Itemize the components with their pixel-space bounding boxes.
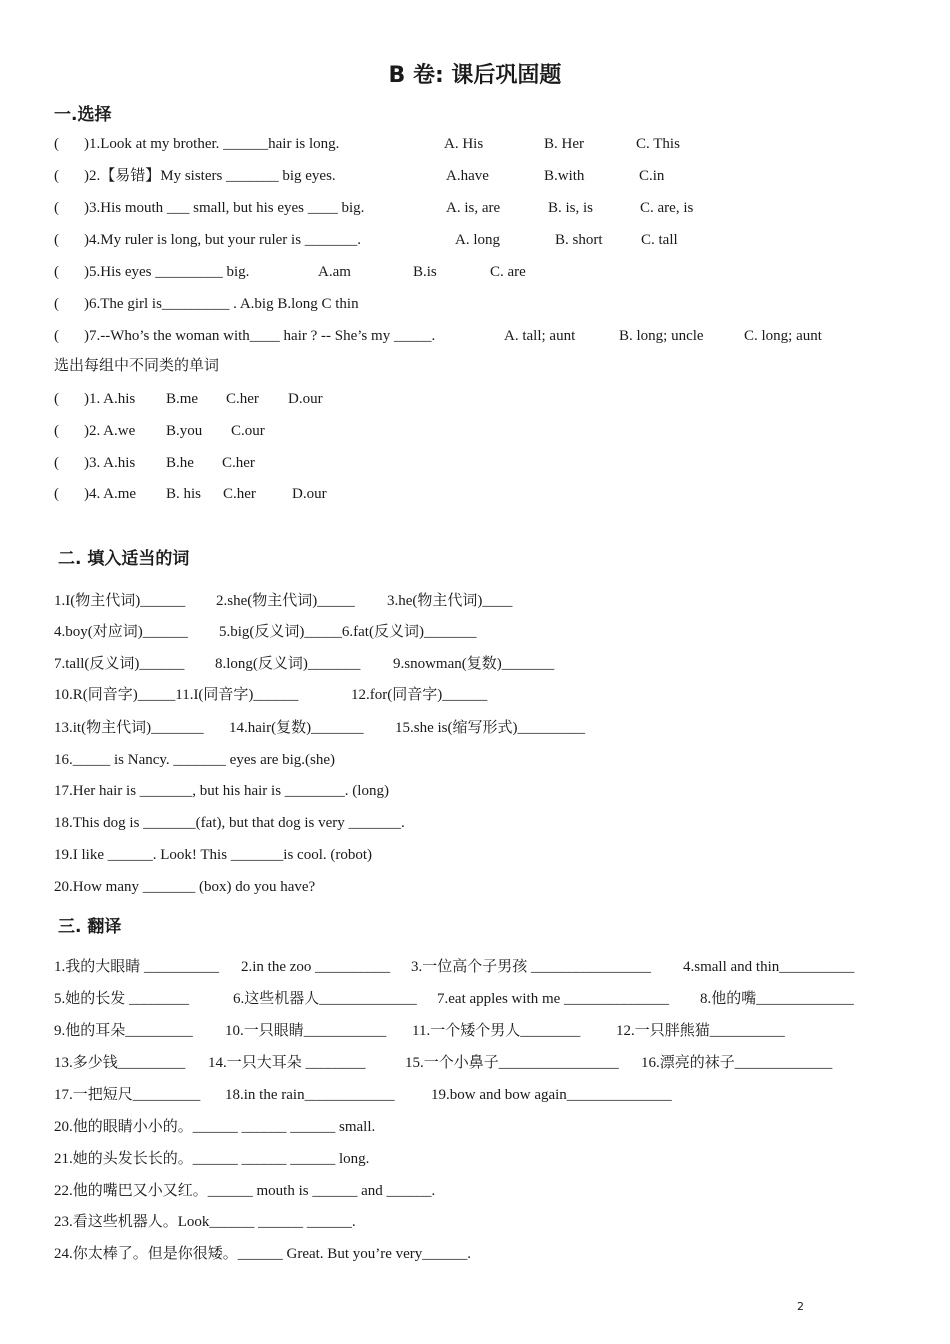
- question-text: )5.His eyes _________ big.: [84, 264, 250, 280]
- option-a: A.am: [318, 264, 351, 280]
- translate-item: 17.一把短尺_________: [54, 1087, 201, 1103]
- translate-item: 3.一位高个子男孩 ________________: [411, 959, 652, 975]
- option-a: A. is, are: [446, 200, 501, 216]
- section3-heading: 三. 翻译: [58, 917, 122, 937]
- option-b: B. long; uncle: [619, 328, 704, 344]
- fill-row-8: 18.This dog is _______(fat), but that dog is very _______.: [54, 815, 405, 831]
- option-a: A. His: [444, 136, 484, 152]
- question-text: )6.The girl is_________ . A.big B.long C thin: [84, 296, 359, 312]
- fill-item: 12.for(同音字)______: [351, 687, 488, 703]
- fill-item: 1.I(物主代词)______: [54, 593, 186, 609]
- option-c: C. This: [636, 136, 680, 152]
- option-b: B.he: [166, 455, 194, 471]
- answer-bracket[interactable]: (: [54, 296, 59, 312]
- option-c: C.in: [639, 168, 665, 184]
- page-number: 2: [797, 1300, 804, 1313]
- option-b: B. short: [555, 232, 603, 248]
- translate-item: 15.一个小鼻子________________: [405, 1055, 619, 1071]
- fill-item: 14.hair(复数)_______: [229, 720, 364, 736]
- answer-bracket[interactable]: (: [54, 232, 59, 248]
- fill-item: 7.tall(反义词)______: [54, 656, 185, 672]
- option-c: C. tall: [641, 232, 678, 248]
- translate-item: 6.这些机器人_____________: [233, 991, 417, 1007]
- answer-bracket[interactable]: (: [54, 455, 59, 471]
- translate-item: 18.in the rain____________: [225, 1087, 395, 1103]
- answer-bracket[interactable]: (: [54, 486, 59, 502]
- translate-row-8: 22.他的嘴巴又小又红。______ mouth is ______ and ______.: [54, 1183, 436, 1199]
- option-a: A. long: [455, 232, 500, 248]
- translate-item: 1.我的大眼睛 __________: [54, 959, 220, 975]
- fill-item: 8.long(反义词)_______: [215, 656, 361, 672]
- option-d: D.our: [288, 391, 323, 407]
- answer-bracket[interactable]: (: [54, 168, 59, 184]
- answer-bracket[interactable]: (: [54, 328, 59, 344]
- translate-row-10: 24.你太棒了。但是你很矮。______ Great. But you’re very______.: [54, 1246, 472, 1262]
- option-a: )2. A.we: [84, 423, 136, 439]
- option-a: )1. A.his: [84, 391, 136, 407]
- translate-item: 13.多少钱_________: [54, 1055, 186, 1071]
- question-text: )2.【易错】My sisters _______ big eyes.: [84, 168, 336, 184]
- fill-item: 3.he(物主代词)____: [387, 593, 513, 609]
- answer-bracket[interactable]: (: [54, 136, 59, 152]
- translate-item: 16.漂亮的袜子_____________: [641, 1055, 833, 1071]
- option-c: C.our: [231, 423, 265, 439]
- answer-bracket[interactable]: (: [54, 391, 59, 407]
- option-a: A.have: [446, 168, 489, 184]
- translate-item: 4.small and thin__________: [683, 959, 855, 975]
- question-text: )3.His mouth ___ small, but his eyes ____ big.: [84, 200, 365, 216]
- option-c: C. long; aunt: [744, 328, 822, 344]
- answer-bracket[interactable]: (: [54, 200, 59, 216]
- translate-item: 14.一只大耳朵 ________: [208, 1055, 366, 1071]
- fill-row-7: 17.Her hair is _______, but his hair is ________. (long): [54, 783, 389, 799]
- translate-row-6: 20.他的眼睛小小的。______ ______ ______ small.: [54, 1119, 376, 1135]
- fill-item: 13.it(物主代词)_______: [54, 720, 204, 736]
- translate-item: 5.她的长发 ________: [54, 991, 190, 1007]
- option-a: )4. A.me: [84, 486, 137, 502]
- fill-row-6: 16._____ is Nancy. _______ eyes are big.(she): [54, 752, 336, 768]
- option-c: C.her: [223, 486, 256, 502]
- fill-row-10: 20.How many _______ (box) do you have?: [54, 879, 316, 895]
- fill-item: 2.she(物主代词)_____: [216, 593, 355, 609]
- fill-item: 4.boy(对应词)______: [54, 624, 188, 640]
- option-b: B. is, is: [548, 200, 594, 216]
- section1-heading: 一.选择: [54, 105, 112, 125]
- translate-item: 9.他的耳朵_________: [54, 1023, 193, 1039]
- translate-item: 2.in the zoo __________: [241, 959, 391, 975]
- option-b: B. his: [166, 486, 202, 502]
- option-b: B.you: [166, 423, 203, 439]
- translate-item: 11.一个矮个男人________: [412, 1023, 581, 1039]
- option-b: B.with: [544, 168, 585, 184]
- question-text: )7.--Who’s the woman with____ hair ? -- She’s my _____.: [84, 328, 436, 344]
- fill-item: 5.big(反义词)_____6.fat(反义词)_______: [219, 624, 477, 640]
- option-b: B.me: [166, 391, 199, 407]
- translate-item: 8.他的嘴_____________: [700, 991, 854, 1007]
- translate-item: 12.一只胖熊猫__________: [616, 1023, 785, 1039]
- option-c: C. are: [490, 264, 526, 280]
- question-text: )4.My ruler is long, but your ruler is _______.: [84, 232, 362, 248]
- answer-bracket[interactable]: (: [54, 264, 59, 280]
- option-c: C. are, is: [640, 200, 694, 216]
- option-d: D.our: [292, 486, 327, 502]
- option-b: B.is: [413, 264, 437, 280]
- fill-item: 9.snowman(复数)_______: [393, 656, 555, 672]
- question-text: )1.Look at my brother. ______hair is long.: [84, 136, 340, 152]
- fill-item: 10.R(同音字)_____11.I(同音字)______: [54, 687, 299, 703]
- translate-item: 19.bow and bow again______________: [431, 1087, 672, 1103]
- translate-item: 10.一只眼睛___________: [225, 1023, 387, 1039]
- page-title: B 卷: 课后巩固题: [388, 63, 562, 88]
- section2-heading: 二. 填入适当的词: [58, 549, 190, 569]
- fill-row-9: 19.I like ______. Look! This _______is cool. (robot): [54, 847, 373, 863]
- translate-row-7: 21.她的头发长长的。______ ______ ______ long.: [54, 1151, 370, 1167]
- answer-bracket[interactable]: (: [54, 423, 59, 439]
- option-c: C.her: [222, 455, 255, 471]
- fill-item: 15.she is(缩写形式)_________: [395, 720, 585, 736]
- option-b: B. Her: [544, 136, 584, 152]
- option-a: A. tall; aunt: [504, 328, 576, 344]
- translate-item: 7.eat apples with me ______________: [437, 991, 670, 1007]
- option-a: )3. A.his: [84, 455, 136, 471]
- option-c: C.her: [226, 391, 259, 407]
- odd-word-instruction: 选出每组中不同类的单词: [54, 358, 220, 374]
- translate-row-9: 23.看这些机器人。Look______ ______ ______.: [54, 1214, 356, 1230]
